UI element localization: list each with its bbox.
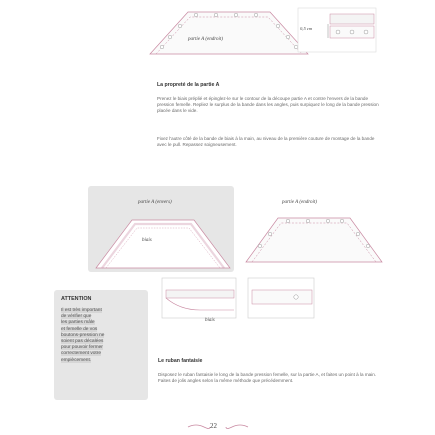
attention-line: les parties mâle xyxy=(61,320,95,326)
ornament-right xyxy=(226,425,248,429)
detail-snap-dot xyxy=(294,295,298,299)
section1-para1: Prenez le biais préplié et épinglez-le sur le contour de la découpe partie A et contre l'envers de la bande pression femelle. Repliez le surplus de la bande dans les angles, puis surpiquez le long de la bande pression placée dans le vide. xyxy=(157,96,379,114)
attention-line: et femelle de vos xyxy=(61,326,98,332)
top-diagram xyxy=(140,4,390,62)
label-biais-1: biais xyxy=(142,238,152,243)
label-piece-a-endroit-mid: partie A (endroit) xyxy=(282,200,317,205)
detail-snap-box xyxy=(246,276,318,326)
footer-ornament xyxy=(186,422,250,432)
detail-band-top xyxy=(330,14,374,24)
attention-line: empiècement. xyxy=(61,357,92,363)
label-biais-2: biais xyxy=(205,318,215,323)
label-piece-a-endroit-top: partie A (endroit) xyxy=(188,37,223,42)
attention-title: ATTENTION xyxy=(61,296,92,302)
ornament-left xyxy=(188,425,210,429)
attention-line: pour pouvoir fermer xyxy=(61,345,103,351)
page-number: 22 xyxy=(210,422,217,430)
label-piece-a-envers: partie A (envers) xyxy=(138,200,172,205)
detail-snap-band xyxy=(252,290,312,304)
attention-line: soient pas décalées xyxy=(61,339,104,345)
piece-outline xyxy=(150,12,308,54)
attention-line: de vérifier que xyxy=(61,314,92,320)
piece-endroit-outline xyxy=(246,218,382,262)
detail-biais-band xyxy=(166,290,234,298)
attention-line: correctement votre xyxy=(61,351,101,357)
section2-title: Le ruban fantaisie xyxy=(158,358,203,364)
section1-para2: Fixez l'autre côté de la bande de biais à la main, au niveau de la première couture de montage de la bande avec le pull. Repassez soigneusement. xyxy=(157,136,375,148)
label-measure: 0,5 cm xyxy=(300,26,313,31)
attention-line: boutons-pression ne xyxy=(61,332,105,338)
piece-envers-outline xyxy=(96,220,230,268)
attention-line: Il est très important xyxy=(61,308,102,313)
section1-title: La propreté de la partie A xyxy=(157,82,220,88)
detail-biais-box xyxy=(160,276,240,326)
diagram-endroit xyxy=(238,200,388,280)
attention-text xyxy=(61,308,143,364)
attention-box xyxy=(54,290,148,400)
section2-para1: Disposez le ruban fantaisie le long de la bande pression femelle, sur la partie A, et faites un point à la main. Faites de jolis angles selon la même méthode que précédemment. xyxy=(158,372,377,384)
